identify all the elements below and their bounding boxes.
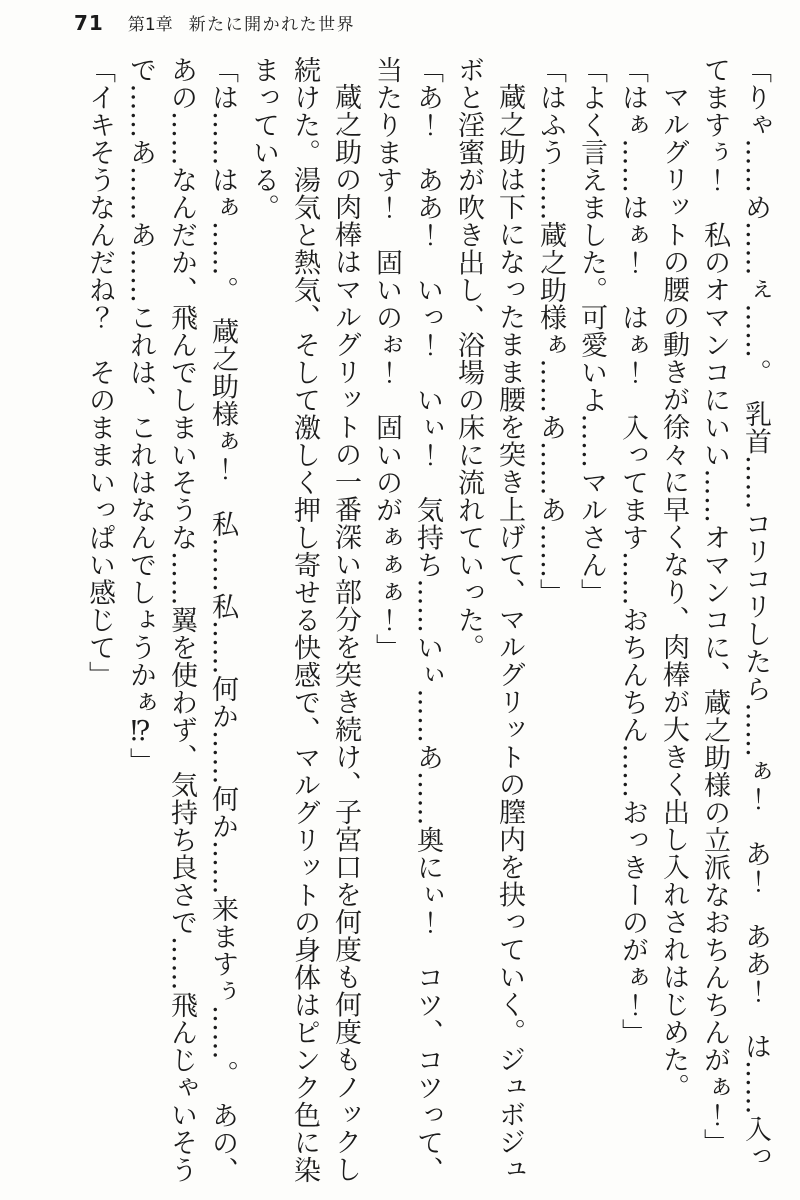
paragraph: 「イキそうなんだね？ そのままいっぱい感じて」 <box>84 56 115 689</box>
paragraph: 「は……はぁ……。 蔵之助様ぁ！ 私……私……何か……何か……来ますぅ……。 あの、あの……なんだか、飛んでしまいそうな……翼を使わず、気持ち良さで……飛んじゃいそうで……あ……あ……これは、これはなんでしょうかぁ⁉」 <box>125 56 238 1184</box>
paragraph: 「あ！ ああ！ いっ！ いぃ！ 気持ち……いぃ……あ……奥にぃ！ コツ、コツって、当たります！ 固いのぉ！ 固いのがぁぁぁ！」 <box>371 56 443 1184</box>
paragraph: 蔵之助は下になったまま腰を突き上げて、マルグリットの膣内を抉っていく。ジュボジュボと淫蜜が吹き出し、浴場の床に流れていった。 <box>453 56 525 1183</box>
chapter-title: 新たに開かれた世界 <box>188 15 356 35</box>
paragraph: 「よく言えました。可愛いよ……マルさん」 <box>576 56 607 606</box>
paragraph: 「はぁ……はぁ！ はぁ！ 入ってます……おちんちん……おっきーのがぁ！」 <box>617 56 648 1046</box>
paragraph: 「はふう……蔵之助様ぁ……あ……あ……」 <box>535 56 566 606</box>
paragraph: マルグリットの腰の動きが徐々に早くなり、肉棒が大きく出し入れされはじめた。 <box>658 83 689 1101</box>
chapter-label: 第1章 <box>127 15 173 35</box>
page-header <box>74 10 355 35</box>
page-number: 71 <box>74 11 104 35</box>
page-body-text <box>79 56 776 1192</box>
paragraph: 蔵之助の肉棒はマルグリットの一番深い部分を突き続け、子宮口を何度も何度もノックし続けた。湯気と熱気、そして激しく押し寄せる快感で、マルグリットの身体はピンク色に染まっている。 <box>248 56 361 1184</box>
paragraph: 「りゃ……め……ぇ……。 乳首……コリコリしたら……ぁ！ あ！ ああ！ は……入ってますぅ！ 私のオマンコにいい……オマンコに、蔵之助様の立派なおちんちんがぁ！」 <box>699 56 771 1170</box>
